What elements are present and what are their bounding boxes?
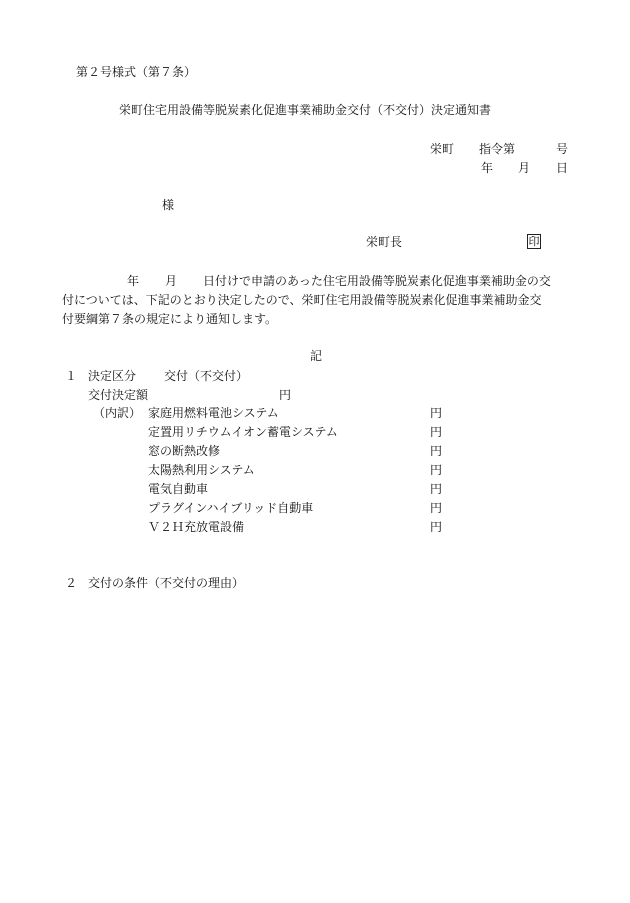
- breakdown-item-unit: 円: [430, 482, 443, 496]
- body-line-1: 日付けで申請のあった住宅用設備等脱炭素化促進事業補助金の交: [203, 274, 551, 288]
- form-number: 第２号様式（第７条）: [76, 65, 197, 79]
- section2-number: ２: [65, 576, 78, 590]
- date-year: 年: [481, 161, 494, 175]
- document-title: 栄町住宅用設備等脱炭素化促進事業補助金交付（不交付）決定通知書: [119, 103, 492, 117]
- breakdown-item-unit: 円: [430, 406, 443, 420]
- breakdown-item-unit: 円: [430, 425, 443, 439]
- body-month: 月: [165, 274, 178, 288]
- decision-category-value: 交付（不交付）: [164, 369, 249, 383]
- section1-number: １: [65, 369, 78, 383]
- seal-box: [527, 234, 541, 249]
- breakdown-item-unit: 円: [430, 501, 443, 515]
- body-line-3: 付要綱第７条の規定により通知します。: [62, 312, 278, 326]
- breakdown-label: （内訳）: [93, 406, 142, 420]
- addressee-honorific: 様: [162, 198, 175, 212]
- breakdown-item-name: 太陽熱利用システム: [148, 463, 255, 477]
- issuing-town: 栄町: [430, 142, 455, 156]
- breakdown-item-unit: 円: [430, 463, 443, 477]
- directive-label: 指令第: [479, 142, 516, 156]
- breakdown-item-name: 家庭用燃料電池システム: [148, 406, 279, 420]
- date-day: 日: [556, 161, 569, 175]
- record-heading: 記: [310, 349, 323, 363]
- number-suffix: 号: [556, 142, 569, 156]
- breakdown-item-name: 定置用リチウムイオン蓄電システム: [148, 425, 338, 439]
- date-month: 月: [518, 161, 531, 175]
- grant-amount-label: 交付決定額: [88, 388, 149, 402]
- breakdown-item-name: Ｖ２Ｈ充放電設備: [148, 520, 245, 534]
- breakdown-item-name: 窓の断熱改修: [148, 444, 221, 458]
- grant-amount-unit: 円: [279, 388, 292, 402]
- decision-category-label: 決定区分: [88, 369, 137, 383]
- body-line-2: 付については、下記のとおり決定したので、栄町住宅用設備等脱炭素化促進事業補助金交: [62, 293, 542, 307]
- breakdown-item-name: 電気自動車: [148, 482, 209, 496]
- breakdown-item-unit: 円: [430, 520, 443, 534]
- breakdown-item-name: プラグインハイブリッド自動車: [148, 501, 314, 515]
- issuer-name: 栄町長: [366, 235, 403, 249]
- seal-label: 印: [528, 235, 540, 248]
- breakdown-item-unit: 円: [430, 444, 443, 458]
- grant-conditions-label: 交付の条件（不交付の理由）: [88, 576, 245, 590]
- body-year: 年: [127, 274, 140, 288]
